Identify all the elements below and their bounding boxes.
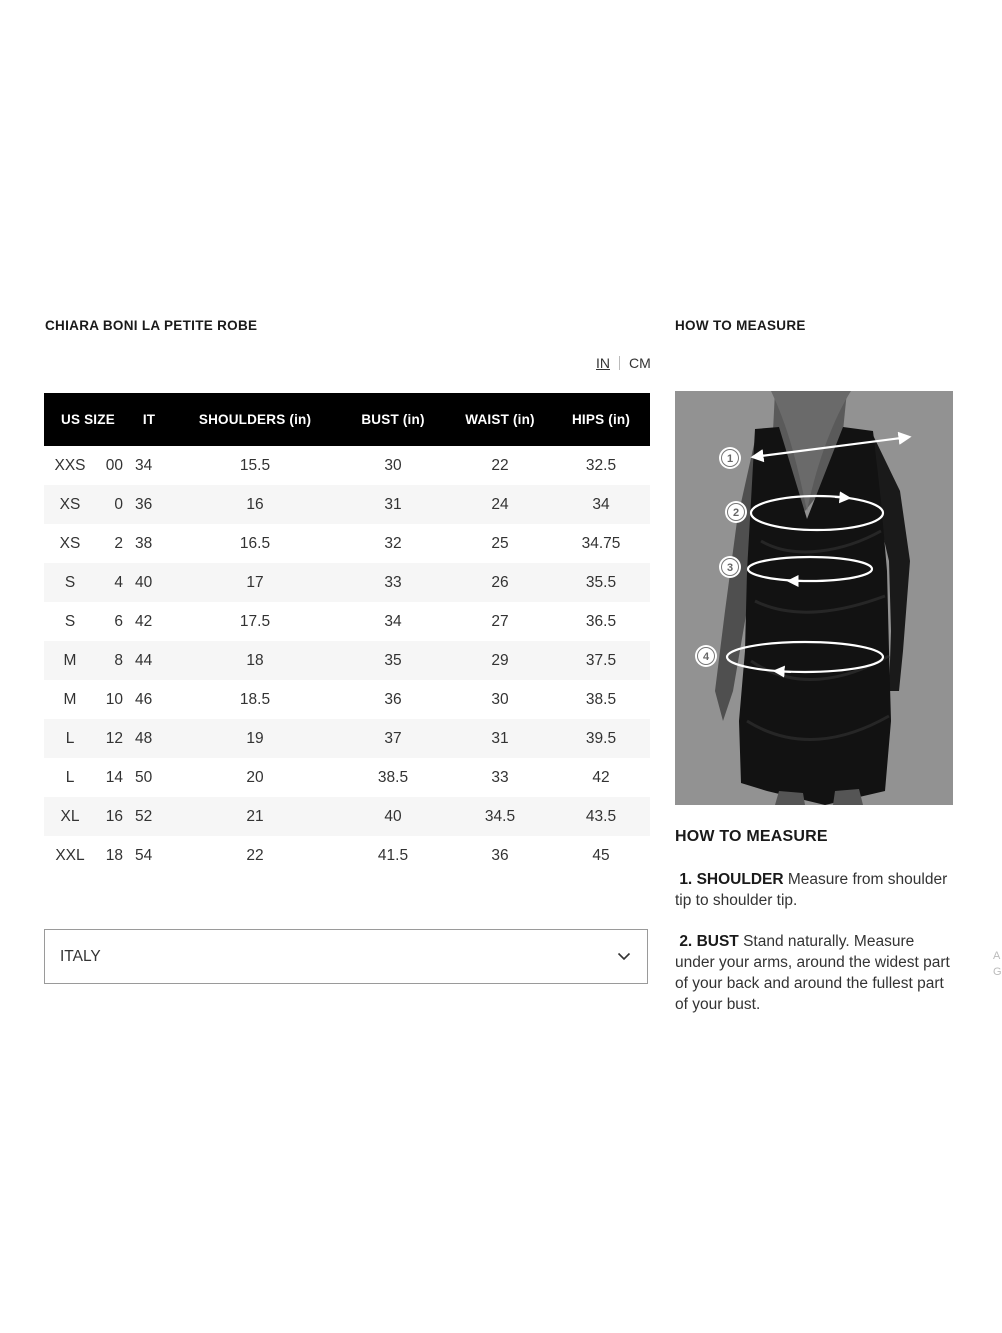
cell-us-size-label: XXL (55, 846, 85, 864)
table-row (44, 836, 650, 875)
cell-hips: 37.5 (552, 641, 650, 680)
cell-us-number: 10 (105, 690, 124, 708)
header-waist: WAIST (in) (448, 393, 552, 446)
cell-waist: 34.5 (448, 797, 552, 836)
header-bust: BUST (in) (338, 393, 448, 446)
cell-us-size (44, 641, 98, 680)
table-row (44, 641, 650, 680)
cell-hips: 38.5 (585, 690, 617, 708)
cell-waist: 25 (491, 534, 509, 552)
cell-us-size (44, 836, 98, 875)
table-row (44, 719, 650, 758)
cell-us-number: 14 (105, 768, 124, 786)
cell-us-size-label: M (63, 690, 77, 708)
unit-divider (619, 356, 620, 370)
cell-bust: 36 (384, 690, 402, 708)
cell-us-number: 6 (114, 612, 124, 630)
cell-it: 48 (126, 719, 172, 758)
table-header-row (44, 393, 650, 446)
cell-shoulders: 19 (172, 719, 338, 758)
cell-shoulders: 22 (246, 846, 264, 864)
country-select-value: ITALY (60, 947, 101, 965)
table-row (44, 602, 650, 641)
clipped-edge-line-1: A (993, 950, 1001, 962)
instruction-1-text: Measure from shoulder tip to shoulder tip. (675, 871, 948, 909)
cell-bust: 32 (384, 534, 402, 552)
cell-us-number: 2 (114, 534, 124, 552)
how-to-measure-subtitle: HOW TO MEASURE (675, 828, 828, 845)
cell-it: 36 (126, 485, 172, 524)
cell-it: 52 (126, 797, 172, 836)
cell-waist: 33 (491, 768, 509, 786)
instruction-1-number: 1. (679, 871, 693, 888)
cell-it: 46 (135, 690, 153, 708)
cell-waist: 36 (491, 846, 509, 864)
cell-bust: 40 (338, 797, 448, 836)
cell-us-size (44, 524, 98, 563)
cell-waist: 31 (448, 719, 552, 758)
cell-it: 34 (135, 456, 153, 474)
cell-it: 44 (126, 641, 172, 680)
marker-2 (725, 501, 747, 523)
cell-us-number: 18 (105, 846, 124, 864)
how-to-measure-heading: HOW TO MEASURE (675, 318, 806, 333)
cell-us-number: 16 (98, 797, 126, 836)
cell-bust: 37 (338, 719, 448, 758)
header-hips: HIPS (in) (552, 393, 650, 446)
cell-bust: 33 (338, 563, 448, 602)
cell-us-size-label: XXS (54, 456, 86, 474)
cell-bust: 38.5 (377, 768, 409, 786)
cell-hips: 45 (592, 846, 610, 864)
cell-bust: 34 (384, 612, 402, 630)
unit-toggle (596, 355, 651, 371)
table-row (44, 680, 650, 719)
cell-it: 42 (135, 612, 153, 630)
cell-it: 50 (135, 768, 153, 786)
cell-shoulders: 15.5 (239, 456, 271, 474)
marker-2-label: 2 (732, 507, 740, 519)
cell-waist: 27 (491, 612, 509, 630)
cell-us-size (44, 719, 98, 758)
size-chart-table (44, 393, 650, 875)
table-row (44, 563, 650, 602)
cell-us-size (44, 563, 98, 602)
cell-shoulders: 20 (246, 768, 264, 786)
cell-bust: 35 (338, 641, 448, 680)
cell-hips: 42 (592, 768, 610, 786)
cell-us-number: 00 (105, 456, 124, 474)
cell-us-size-label: XS (59, 534, 81, 552)
cell-shoulders: 17.5 (239, 612, 271, 630)
cell-us-number: 12 (98, 719, 126, 758)
unit-in-button[interactable]: IN (596, 355, 610, 371)
marker-4 (695, 645, 717, 667)
cell-waist: 26 (448, 563, 552, 602)
cell-hips: 34.75 (581, 534, 621, 552)
cell-waist: 24 (448, 485, 552, 524)
cell-shoulders: 16.5 (239, 534, 271, 552)
header-us-size: US SIZE (44, 393, 126, 446)
cell-shoulders: 18.5 (239, 690, 271, 708)
marker-1-label: 1 (726, 453, 734, 465)
cell-us-number: 0 (98, 485, 126, 524)
instruction-2-text: Stand naturally. Measure under your arms, around the widest part of your back and around the fullest part of your bust. (675, 933, 950, 1013)
instruction-2-label: BUST (696, 933, 739, 950)
cell-shoulders: 18 (172, 641, 338, 680)
cell-us-size (44, 758, 98, 797)
cell-us-size-label: XS (59, 495, 81, 513)
cell-it: 54 (135, 846, 153, 864)
clipped-edge-text (993, 948, 1000, 980)
cell-us-number: 8 (98, 641, 126, 680)
country-select[interactable] (44, 929, 648, 984)
chevron-down-icon (617, 948, 631, 966)
cell-us-size-label: L (65, 768, 75, 786)
cell-hips: 32.5 (585, 456, 617, 474)
cell-waist: 30 (491, 690, 509, 708)
unit-cm-button[interactable]: CM (629, 355, 651, 371)
cell-shoulders: 21 (172, 797, 338, 836)
instruction-1-label: SHOULDER (696, 871, 784, 888)
cell-hips: 43.5 (552, 797, 650, 836)
table-row (44, 797, 650, 836)
cell-shoulders: 16 (172, 485, 338, 524)
cell-us-size (44, 680, 98, 719)
cell-bust: 41.5 (377, 846, 409, 864)
cell-shoulders: 17 (172, 563, 338, 602)
cell-bust: 30 (384, 456, 402, 474)
table-row (44, 446, 650, 485)
cell-us-size-label: XL (60, 807, 80, 825)
cell-us-size (44, 602, 98, 641)
cell-us-size (44, 485, 98, 524)
size-chart-title: CHIARA BONI LA PETITE ROBE (45, 318, 258, 333)
cell-us-size (44, 797, 98, 836)
instruction-shoulder (675, 869, 950, 911)
cell-us-size (44, 446, 98, 485)
table-row (44, 758, 650, 797)
cell-waist: 29 (448, 641, 552, 680)
cell-waist: 22 (491, 456, 509, 474)
instruction-2-number: 2. (679, 933, 693, 950)
instruction-bust (675, 931, 950, 1015)
marker-4-label: 4 (702, 651, 710, 663)
cell-us-size-label: S (64, 612, 76, 630)
cell-hips: 34 (552, 485, 650, 524)
cell-hips: 36.5 (585, 612, 617, 630)
header-shoulders: SHOULDERS (in) (172, 393, 338, 446)
clipped-edge-line-2: G (993, 966, 1002, 978)
cell-us-size-label: S (64, 573, 76, 591)
cell-it: 38 (135, 534, 153, 552)
cell-bust: 31 (338, 485, 448, 524)
cell-it: 40 (126, 563, 172, 602)
cell-us-size-label: M (63, 651, 77, 669)
cell-us-number: 4 (98, 563, 126, 602)
table-row (44, 485, 650, 524)
table-row (44, 524, 650, 563)
marker-3 (719, 556, 741, 578)
how-to-measure-image (675, 391, 953, 805)
header-it: IT (126, 393, 172, 446)
cell-us-size-label: L (65, 729, 75, 747)
marker-1 (719, 447, 741, 469)
cell-hips: 39.5 (552, 719, 650, 758)
marker-3-label: 3 (726, 562, 734, 574)
cell-hips: 35.5 (552, 563, 650, 602)
